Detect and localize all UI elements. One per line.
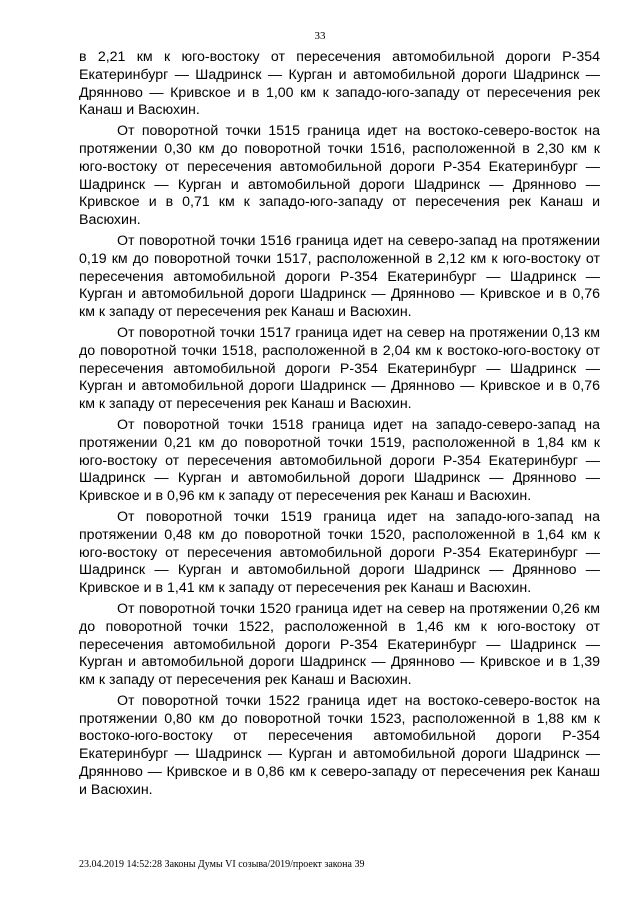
paragraph-1: в 2,21 км к юго-востоку от пересечения автомобильной дороги Р-354 Екатеринбург — Шадринск — Курган и автомобильной дороги Шадринск — Дрянново — Кривское и в 1,00 км к западо-юго-западу от пересечения рек Канаш и Васюхин.: [79, 49, 600, 119]
paragraph-6: От поворотной точки 1519 граница идет на западо-юго-запад на протяжении 0,48 км до поворотной точки 1520, расположенной в 1,64 км к юго-востоку от пересечения автомобильной дороги Р-354 Екатеринбург — Шадринск — Курган и автомобильной дороги Шадринск — Дрянново — Кривское и в 1,41 км к западу от пересечения рек Канаш и Васюхин.: [79, 508, 600, 597]
footer-stamp: 23.04.2019 14:52:28 Законы Думы VI созыва/2019/проект закона 39: [79, 859, 365, 870]
paragraph-7: От поворотной точки 1520 граница идет на север на протяжении 0,26 км до поворотной точки 1522, расположенной в 1,46 км к юго-востоку от пересечения автомобильной дороги Р-354 Екатеринбург — Шадринск — Курган и автомобильной дороги Шадринск — Дрянново — Кривское и в 1,39 км к западу от пересечения рек Канаш и Васюхин.: [79, 600, 600, 689]
page-number: 33: [314, 30, 326, 42]
paragraph-8: От поворотной точки 1522 граница идет на востоко-северо-восток на протяжении 0,80 км до поворотной точки 1523, расположенной в 1,88 км к востоко-юго-востоку от пересечения автомобильной дороги Р-354 Екатеринбург — Шадринск — Курган и автомобильной дороги Шадринск — Дрянново — Кривское и в 0,86 км к северо-западу от пересечения рек Канаш и Васюхин.: [79, 692, 600, 798]
paragraph-2: От поворотной точки 1515 граница идет на востоко-северо-восток на протяжении 0,30 км до поворотной точки 1516, расположенной в 2,30 км к юго-востоку от пересечения автомобильной дороги Р-354 Екатеринбург — Шадринск — Курган и автомобильной дороги Шадринск — Дрянново — Кривское и в 0,71 км к западо-юго-западу от пересечения рек Канаш и Васюхин.: [79, 123, 600, 229]
paragraph-3: От поворотной точки 1516 граница идет на северо-запад на протяжении 0,19 км до поворотной точки 1517, расположенной в 2,12 км к юго-востоку от пересечения автомобильной дороги Р-354 Екатеринбург — Шадринск — Курган и автомобильной дороги Шадринск — Дрянново — Кривское и в 0,76 км к западу от пересечения рек Канаш и Васюхин.: [79, 232, 600, 321]
document-body: [79, 49, 600, 803]
paragraph-5: От поворотной точки 1518 граница идет на западо-северо-запад на протяжении 0,21 км до поворотной точки 1519, расположенной в 1,84 км к юго-востоку от пересечения автомобильной дороги Р-354 Екатеринбург — Шадринск — Курган и автомобильной дороги Шадринск — Дрянново — Кривское и в 0,96 км к западу от пересечения рек Канаш и Васюхин.: [79, 416, 600, 505]
paragraph-4: От поворотной точки 1517 граница идет на север на протяжении 0,13 км до поворотной точки 1518, расположенной в 2,04 км к востоко-юго-востоку от пересечения автомобильной дороги Р-354 Екатеринбург — Шадринск — Курган и автомобильной дороги Шадринск — Дрянново — Кривское и в 0,76 км к западу от пересечения рек Канаш и Васюхин.: [79, 324, 600, 413]
